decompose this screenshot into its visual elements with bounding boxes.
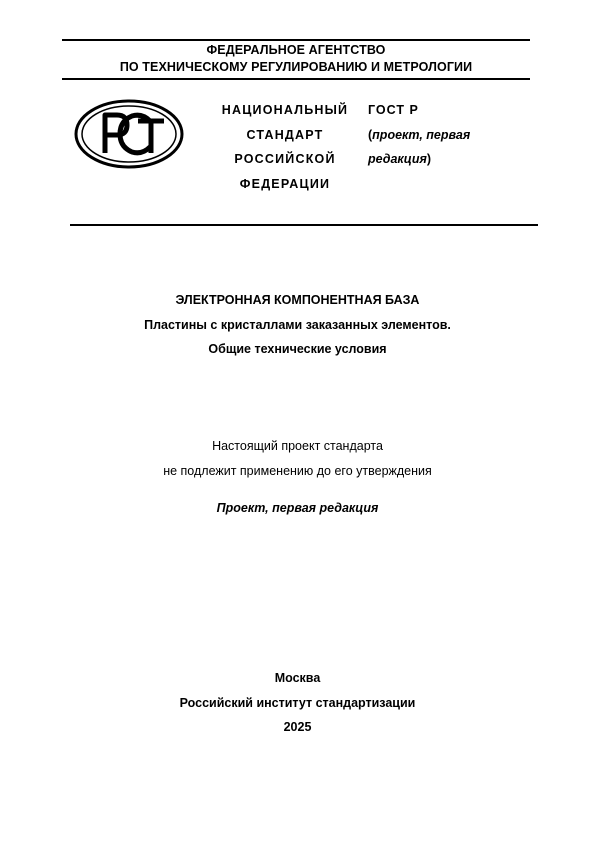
gost-status-line-2 (368, 147, 518, 172)
agency-name (62, 42, 530, 76)
gost-status-line-1 (368, 123, 518, 148)
national-standard-line-4: ФЕДЕРАЦИИ (239, 176, 331, 191)
national-standard-line-3: РОССИЙСКОЙ (234, 152, 336, 166)
top-rule (62, 39, 530, 41)
draft-notice (0, 434, 595, 483)
header-rule (70, 224, 538, 226)
agency-line-2: ПО ТЕХНИЧЕСКОМУ РЕГУЛИРОВАНИЮ И МЕТРОЛОГИИ (119, 60, 473, 74)
title-line-3: Общие технические условия (208, 342, 387, 356)
title-line-1: ЭЛЕКТРОННАЯ КОМПОНЕНТНАЯ БАЗА (175, 293, 420, 307)
title-line-2: Пластины с кристаллами заказанных элементов. (144, 317, 451, 332)
agency-rule (62, 78, 530, 80)
notice-line-1: Настоящий проект стандарта (212, 439, 383, 453)
gost-designation (368, 98, 518, 172)
gost-status-text-1: проект, первая (372, 127, 471, 142)
gost-status-paren-open: ( (368, 127, 373, 142)
publication-info (0, 666, 595, 740)
notice-line-2: не подлежит применению до его утверждения (163, 463, 432, 478)
gost-status-text-2: редакция (368, 152, 427, 166)
draft-edition-label: Проект, первая редакция (216, 501, 379, 515)
agency-line-1: ФЕДЕРАЛЬНОЕ АГЕНТСТВО (206, 43, 386, 57)
national-standard-caption (207, 98, 363, 196)
national-standard-line-1: НАЦИОНАЛЬНЫЙ (221, 103, 349, 117)
publication-city: Москва (274, 671, 321, 685)
gost-status-paren-close: ) (426, 152, 431, 166)
document-title (0, 288, 595, 362)
national-standard-line-2: СТАНДАРТ (246, 127, 324, 142)
gost-code: ГОСТ Р (368, 103, 419, 117)
publication-year: 2025 (283, 720, 312, 734)
publisher-name: Российский институт стандартизации (179, 695, 416, 710)
rst-emblem-icon (74, 99, 184, 169)
